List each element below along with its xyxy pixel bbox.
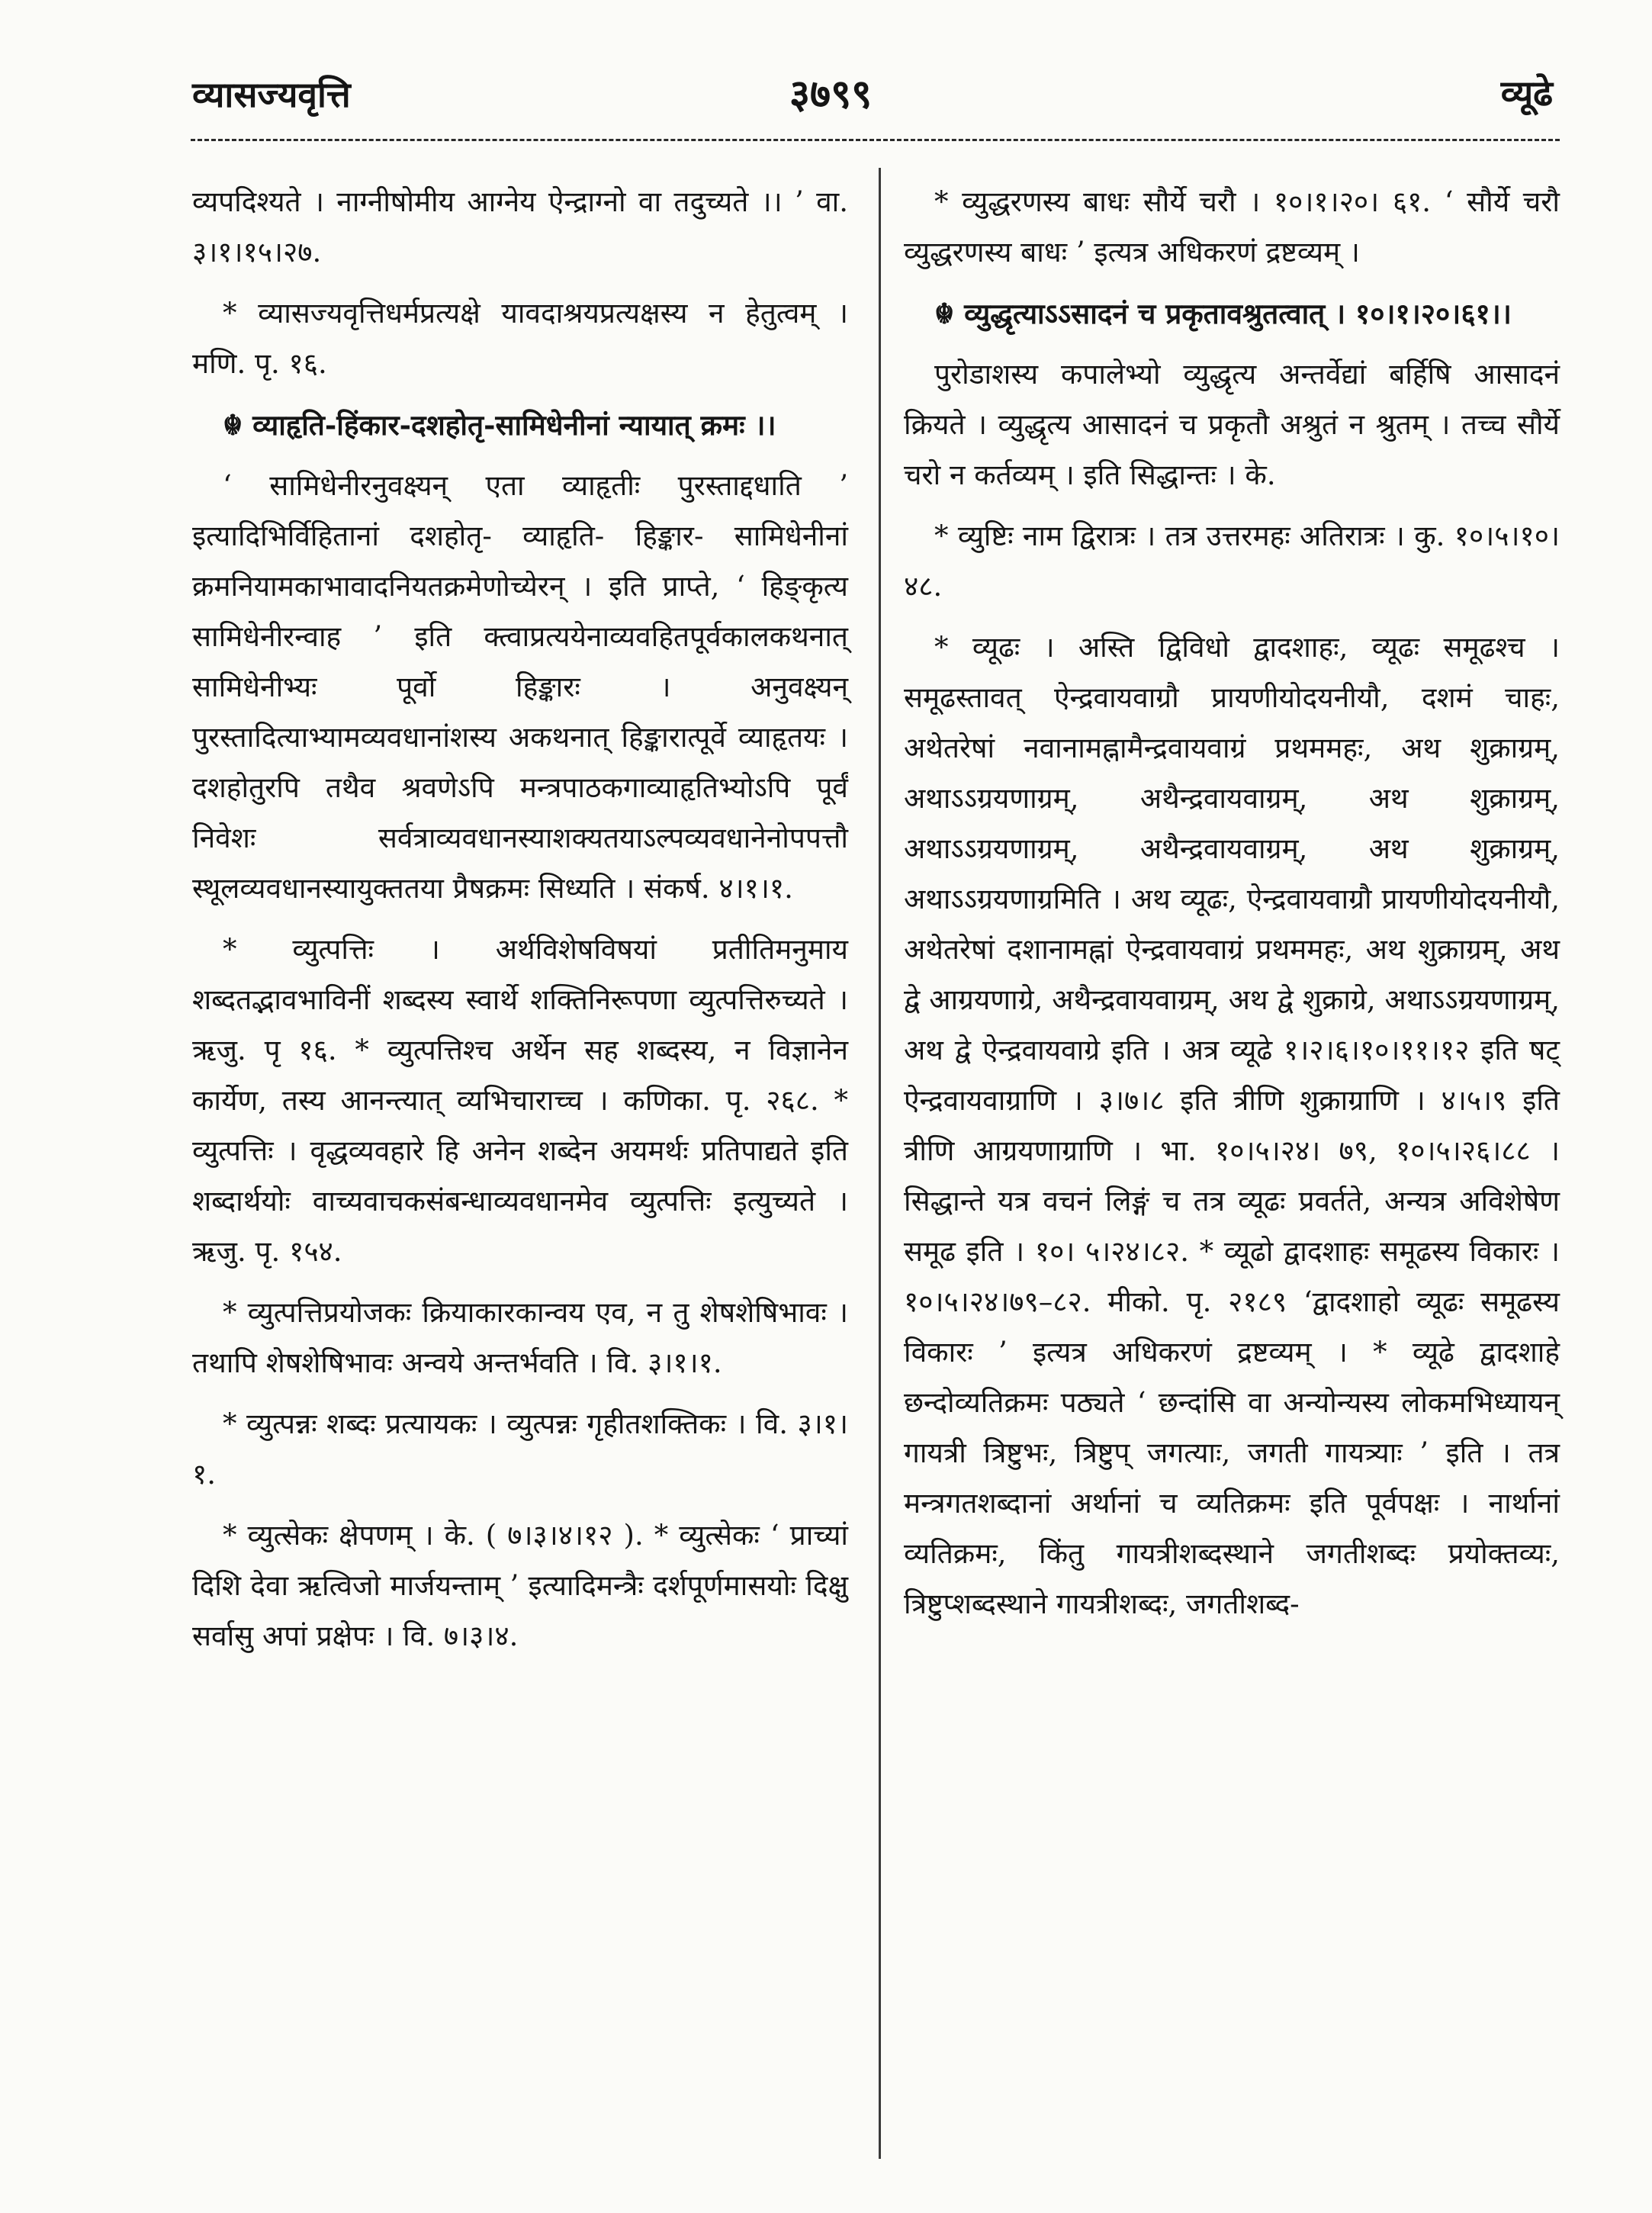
entry-paragraph: * व्युत्सेकः क्षेपणम् । के. ( ७।३।४।१२ ). * व्युत्सेकः ‘ प्राच्यां दिशि देवा ऋत्विजो मार्जयन्ताम् ’ इत्यादिमन्त्रैः दर्शपूर्णमासयोः दिक्षु सर्वासु अपां प्रक्षेपः । वि. ७।३।४. bbox=[192, 1519, 848, 1652]
entry-paragraph: ‘ सामिधेनीरनुवक्ष्यन् एता व्याहृतीः पुरस्ताद्दधाति ’ इत्यादिभिर्विहितानां दशहोतृ- व्याहृति- हिङ्कार- सामिधेनीनां क्रमनियामकाभावादनियतक्रमेणोच्येरन् । इति प्राप्ते, ‘ हिङ्कृत्य सामिधेनीरन्वाह ’ इति क्त्वाप्रत्ययेनाव्यवहितपूर्वकालकथनात् सामिधेनीभ्यः पूर्वो हिङ्कारः । अनुवक्ष्यन् पुरस्तादित्याभ्यामव्यवधानांशस्य अकथनात् हिङ्कारात्पूर्वे व्याहृतयः । दशहोतुरपि तथैव श्रवणेऽपि मन्त्रपाठकगाव्याहृतिभ्योऽपि पूर्वं निवेशः सर्वत्राव्यवधानस्याशक्यतयाऽल्पव्यवधानेनोपपत्तौ स्थूलव्यवधानस्यायुक्ततया प्रैषक्रमः सिध्यति । संकर्ष. ४।१।१. bbox=[192, 469, 848, 905]
column-divider bbox=[879, 168, 881, 2159]
page-header bbox=[0, 70, 1652, 131]
entry-paragraph: * व्युष्टिः नाम द्विरात्रः । तत्र उत्तरमहः अतिरात्रः । कु. १०।५।१०।४८. bbox=[904, 519, 1560, 603]
left-column bbox=[192, 177, 848, 1672]
entry-paragraph: * व्यासज्यवृत्तिधर्मप्रत्यक्षे यावदाश्रयप्रत्यक्षस्य न हेतुत्वम् । मणि. पृ. १६. bbox=[192, 297, 848, 380]
entry-heading: ☬ व्युद्धृत्याऽऽसादनं च प्रकृतावश्रुतत्वात् । १०।१।२०।६१।। bbox=[934, 297, 1512, 330]
entry-paragraph: * व्युत्पन्नः शब्दः प्रत्यायकः । व्युत्पन्नः गृहीतशक्तिकः । वि. ३।१।१. bbox=[192, 1407, 848, 1491]
header-left-word: व्यासज्यवृत्ति bbox=[192, 74, 351, 115]
page-number: ३७९९ bbox=[789, 71, 873, 117]
entry-paragraph: व्यपदिश्यते । नाग्नीषोमीय आग्नेय ऐन्द्राग्नो वा तदुच्यते ।। ’ वा. ३।१।१५।२७. bbox=[192, 185, 848, 269]
entry-paragraph: * व्यूढः । अस्ति द्विविधो द्वादशाहः, व्यूढः समूढश्च । समूढस्तावत् ऐन्द्रवायवाग्रौ प्रायणीयोदयनीयौ, दशमं चाहः, अथेतरेषां नवानामह्नामैन्द्रवायवाग्रं प्रथममहः, अथ शुक्राग्रम्, अथाऽऽग्रयणाग्रम्, अथैन्द्रवायवाग्रम्, अथ शुक्राग्रम्, अथाऽऽग्रयणाग्रम्, अथैन्द्रवायवाग्रम्, अथ शुक्राग्रम्, अथाऽऽग्रयणाग्रमिति । अथ व्यूढः, ऐन्द्रवायवाग्रौ प्रायणीयोदयनीयौ, अथेतरेषां दशानामह्नां ऐन्द्रवायवाग्रं प्रथममहः, अथ शुक्राग्रम्, अथ द्वे आग्रयणाग्रे, अथैन्द्रवायवाग्रम्, अथ द्वे शुक्राग्रे, अथाऽऽग्रयणाग्रम्, अथ द्वे ऐन्द्रवायवाग्रे इति । अत्र व्यूढे १।२।६।१०।११।१२ इति षट् ऐन्द्रवायवाग्राणि । ३।७।८ इति त्रीणि शुक्राग्राणि । ४।५।९ इति त्रीणि आग्रयणाग्राणि । भा. १०।५।२४। ७९, १०।५।२६।८८ । सिद्धान्ते यत्र वचनं लिङ्गं च तत्र व्यूढः प्रवर्तते, अन्यत्र अविशेषेण समूढ इति । १०। ५।२४।८२. * व्यूढो द्वादशाहः समूढस्य विकारः । १०।५।२४।७९–८२. मीको. पृ. २१८९ ‘द्वादशाहो व्यूढः समूढस्य विकारः ’ इत्यत्र अधिकरणं द्रष्टव्यम् । * व्यूढे द्वादशाहे छन्दोव्यतिक्रमः पठ्यते ‘ छन्दांसि वा अन्योन्यस्य लोकमभिध्यायन् गायत्री त्रिष्टुभः, त्रिष्टुप् जगत्याः, जगती गायत्र्याः ’ इति । तत्र मन्त्रगतशब्दानां अर्थानां च व्यतिक्रमः इति पूर्वपक्षः । नार्थानां व्यतिक्रमः, किंतु गायत्रीशब्दस्थाने जगतीशब्दः प्रयोक्तव्यः, त्रिष्टुप्शब्दस्थाने गायत्रीशब्दः, जगतीशब्द- bbox=[904, 631, 1560, 1620]
entry-heading: ☬ व्याहृति-हिंकार-दशहोतृ-सामिधेनीनां न्यायात् क्रमः ।। bbox=[223, 408, 776, 442]
header-rule bbox=[191, 139, 1560, 141]
entry-paragraph: * व्युत्पत्तिप्रयोजकः क्रियाकारकान्वय एव, न तु शेषशेषिभावः । तथापि शेषशेषिभावः अन्वये अन्तर्भवति । वि. ३।१।१. bbox=[192, 1296, 848, 1379]
entry-paragraph: * व्युद्धरणस्य बाधः सौर्ये चरौ । १०।१।२०। ६१. ‘ सौर्ये चरौ व्युद्धरणस्य बाधः ’ इत्यत्र अधिकरणं द्रष्टव्यम् । bbox=[904, 185, 1560, 269]
entry-paragraph: पुरोडाशस्य कपालेभ्यो व्युद्धृत्य अन्तर्वेद्यां बर्हिषि आसादनं क्रियते । व्युद्धृत्य आसादनं च प्रकृतौ अश्रुतं न श्रुतम् । तच्च सौर्ये चरो न कर्तव्यम् । इति सिद्धान्तः । के. bbox=[904, 358, 1560, 491]
entry-paragraph: * व्युत्पत्तिः । अर्थविशेषविषयां प्रतीतिमनुमाय शब्दतद्भावभाविनीं शब्दस्य स्वार्थे शक्तिनिरूपणा व्युत्पत्तिरुच्यते । ऋजु. पृ १६. * व्युत्पत्तिश्च अर्थेन सह शब्दस्य, न विज्ञानेन कार्येण, तस्य आनन्त्यात् व्यभिचाराच्च । कणिका. पृ. २६८. * व्युत्पत्तिः । वृद्धव्यवहारे हि अनेन शब्देन अयमर्थः प्रतिपाद्यते इति शब्दार्थयोः वाच्यवाचकसंबन्धाव्यवधानमेव व्युत्पत्तिः इत्युच्यते । ऋजु. पृ. १५४. bbox=[192, 933, 848, 1268]
right-column bbox=[904, 177, 1560, 1640]
header-right-word: व्यूढे bbox=[1500, 72, 1553, 114]
